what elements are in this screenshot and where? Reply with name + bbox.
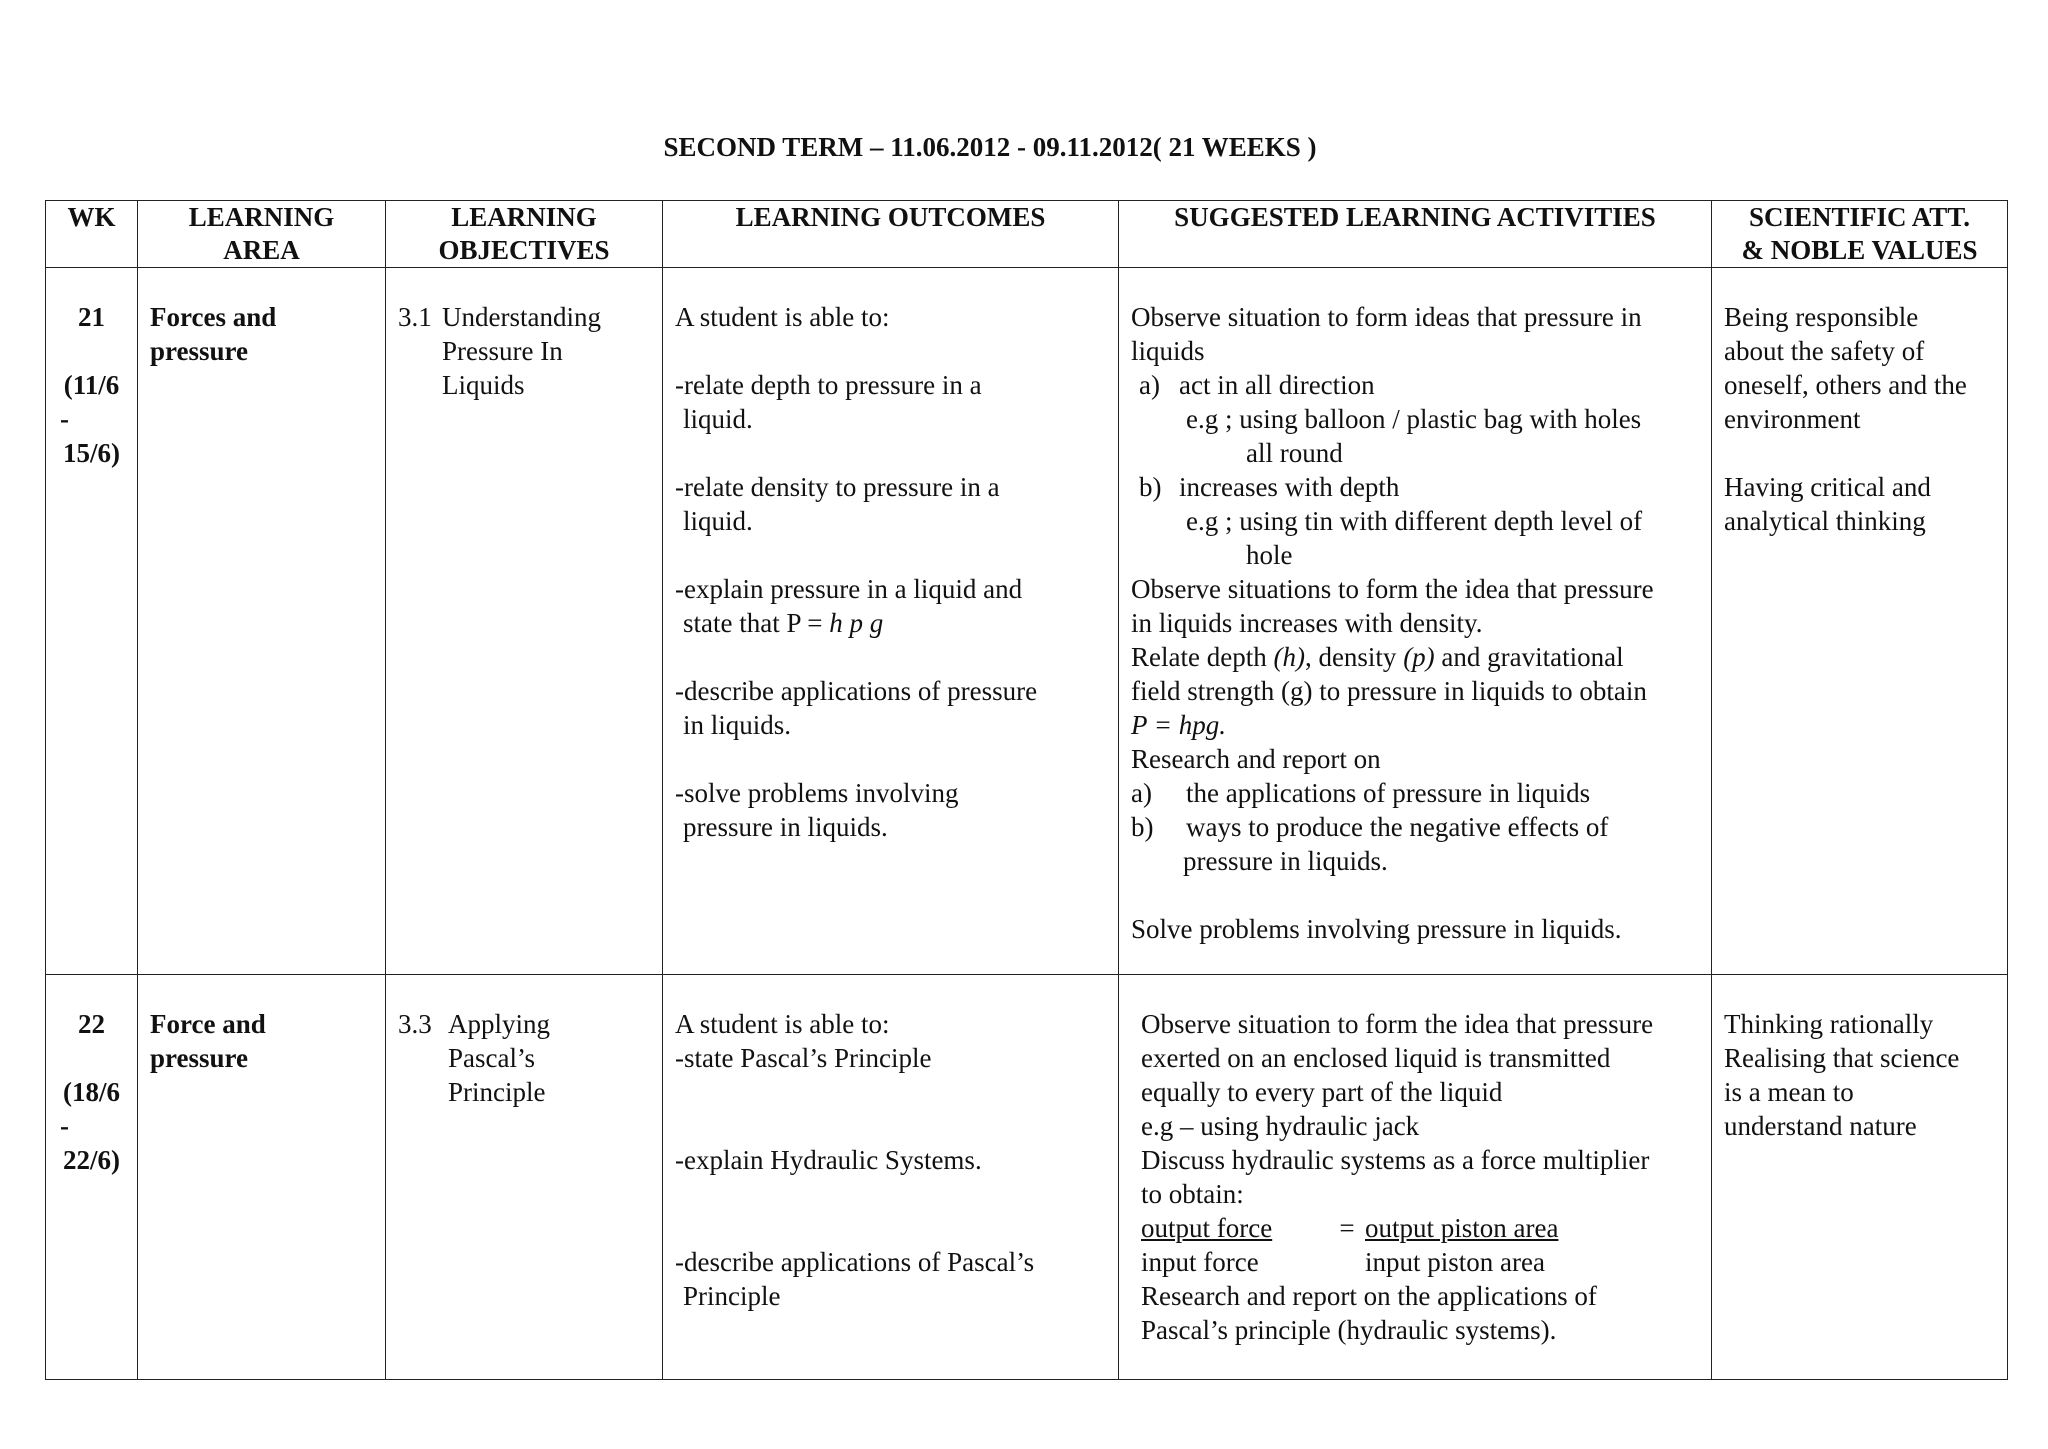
header-learning-area: LEARNING AREA [138,201,386,268]
week-cell [46,268,138,975]
outcome-item: -describe applications of pressure in liquids. [675,676,1038,740]
outcome-item: -explain pressure in a liquid and state that P = h p g [675,574,1023,638]
list-item: b) ways to produce the negative effects of [1131,812,1609,842]
learning-area-cell: Force and pressure [138,975,386,1380]
outcome-item: -relate density to pressure in a liquid. [675,472,1000,536]
learning-outcomes-cell [663,268,1119,975]
learning-area-cell: Forces and pressure [138,268,386,975]
scheme-of-work-table [45,200,2008,1380]
week-cell [46,975,138,1380]
list-item: b) increases with depth [1139,472,1400,502]
values-cell: Being responsible about the safety of oneself, others and the environment Having critical and analytical thinking [1712,268,2008,975]
learning-objective-cell [386,268,663,975]
outcome-item: -describe applications of Pascal’s Principle [675,1247,1035,1311]
outcome-item: -explain Hydraulic Systems. [675,1145,982,1175]
hydraulic-formula: output force = output piston area [1141,1213,1559,1243]
week-dates: (18/6 - 22/6) [60,1077,120,1175]
list-item: a) the applications of pressure in liquids [1131,778,1591,808]
header-values: SCIENTIFIC ATT. & NOBLE VALUES [1712,201,2008,268]
table-row [46,975,2008,1380]
header-learning-objectives: LEARNING OBJECTIVES [386,201,663,268]
table-row [46,268,2008,975]
outcome-item: -state Pascal’s Principle [675,1043,932,1073]
week-dates: (11/6 - 15/6) [60,370,120,468]
header-week: WK [46,201,138,268]
outcome-item: -relate depth to pressure in a liquid. [675,370,982,434]
page-title: SECOND TERM – 11.06.2012 - 09.11.2012( 21 WEEKS ) [663,132,1317,162]
suggested-activities-cell: Observe situation to form ideas that pressure in liquids a) act in all direction e.g ; using balloon / plastic bag with holes all round b) increases with depth e.g ; using tin with different depth level of hole Observe situations to form the idea that pressure in liquids increases with density. Relate depth (h), density (p) and gravitational field strength (g) to pressure in liquids to obtain P = hpg. Research and report on a) the applications of pressure in liquids b) ways to produce the negative effects of pressure in liquids. Solve problems involving pressure in liquids. [1119,268,1712,975]
table-header-row [46,201,2008,268]
week-number: 22 [78,1009,105,1039]
week-number: 21 [78,302,105,332]
values-cell: Thinking rationally Realising that science is a mean to understand nature [1712,975,2008,1380]
learning-objective-cell [386,975,663,1380]
objective-number: 3.1 [398,302,432,332]
learning-outcomes-cell [663,975,1119,1380]
outcome-item: -solve problems involving pressure in liquids. [675,778,959,842]
outcomes-intro: A student is able to: [675,1009,890,1039]
objective-text: Understanding Pressure In Liquids [442,302,601,400]
objective-text: Applying Pascal’s Principle [448,1009,551,1107]
header-suggested-activities: SUGGESTED LEARNING ACTIVITIES [1119,201,1712,268]
outcomes-intro: A student is able to: [675,302,890,332]
list-item: a) act in all direction [1139,370,1375,400]
objective-number: 3.3 [398,1009,432,1039]
suggested-activities-cell: Observe situation to form the idea that pressure exerted on an enclosed liquid is transmitted equally to every part of the liquid e.g – using hydraulic jack Discuss hydraulic systems as a force multiplier to obtain: output force = output piston area input force input piston area Research and report on the applications of Pascal’s principle (hydraulic systems). [1119,975,1712,1380]
header-learning-outcomes: LEARNING OUTCOMES [663,201,1119,268]
